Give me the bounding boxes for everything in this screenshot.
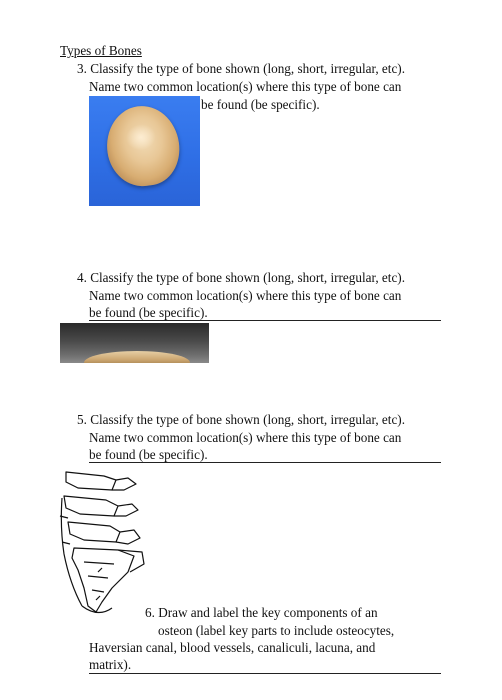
q4-line-2: Name two common location(s) where this type of bone can xyxy=(89,288,402,303)
q3-line-2: Name two common location(s) where this type of bone can xyxy=(89,79,402,94)
q3-bone-photo xyxy=(89,96,200,206)
q5-vertebrae-sacrum-drawing xyxy=(58,468,150,618)
q4-line-3: be found (be specific). xyxy=(89,305,208,320)
q5-line-3: be found (be specific). xyxy=(89,447,208,462)
q4-flat-bone xyxy=(84,351,190,363)
q6-line-4: matrix). xyxy=(89,657,132,672)
q3-line-1: 3. Classify the type of bone shown (long, short, irregular, etc). xyxy=(77,61,405,76)
q6-answer-line xyxy=(89,673,441,674)
q6-line-2: osteon (label key parts to include osteocytes, xyxy=(158,623,395,638)
q6-line-1: 6. Draw and label the key components of an xyxy=(145,605,378,620)
q6-line-3: Haversian canal, blood vessels, canaliculi, lacuna, and xyxy=(89,640,376,655)
q5-line-1: 5. Classify the type of bone shown (long, short, irregular, etc). xyxy=(77,412,405,427)
q5-answer-line xyxy=(89,462,441,463)
q3-line-3: be found (be specific). xyxy=(201,97,320,112)
q5-line-2: Name two common location(s) where this type of bone can xyxy=(89,430,402,445)
q3-short-bone xyxy=(102,101,184,190)
q4-bone-photo xyxy=(60,323,209,363)
q4-line-1: 4. Classify the type of bone shown (long, short, irregular, etc). xyxy=(77,270,405,285)
section-title: Types of Bones xyxy=(60,43,142,58)
q4-answer-line xyxy=(89,320,441,321)
